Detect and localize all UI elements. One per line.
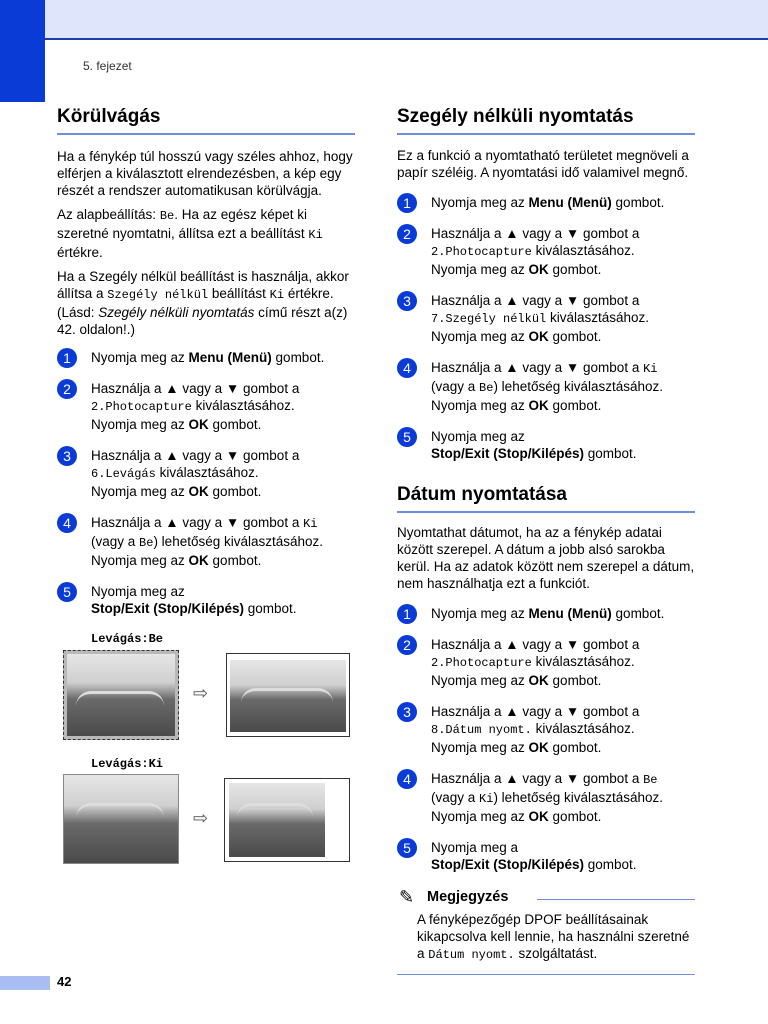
- step-number: 2: [397, 635, 417, 655]
- arrow-right-icon: ⇨: [193, 808, 209, 828]
- section-title-borderless: Szegély nélküli nyomtatás: [397, 106, 695, 135]
- date-intro: Nyomtathat dátumot, ha az a fénykép adatai között szerepel. A dátum a jobb alsó sarokba kerül. Ha az adatok között nem szerepel a dátum, nem használhatja ezt a funkciót.: [397, 525, 695, 591]
- step-number: 3: [397, 702, 417, 722]
- crop-step-2: 2 Használja a ▲ vagy a ▼ gombot a 2.Photocapture kiválasztásához. Nyomja meg az OK gombot.: [57, 380, 355, 433]
- cropping-para2: Az alapbeállítás: Be. Ha az egész képet ki szeretné nyomtatni, állítsa ezt a beállítást Ki értékre.: [57, 207, 323, 260]
- cropping-para1: Ha a fénykép túl hosszú vagy széles ahhoz, hogy elférjen a kiválasztott elrendezésben, a kép egy részét a rendszer automatikusan körülvágja.: [57, 149, 353, 198]
- step-number: 3: [57, 446, 77, 466]
- section-title-date: Dátum nyomtatása: [397, 484, 695, 513]
- step-number: 5: [57, 582, 77, 602]
- step-number: 4: [397, 358, 417, 378]
- photo-original-on: [63, 650, 179, 740]
- date-step-4: 4 Használja a ▲ vagy a ▼ gombot a Be (vagy a Ki) lehetőség kiválasztásához. Nyomja meg az OK gombot.: [397, 770, 695, 825]
- page-number-tab: [0, 976, 50, 990]
- borderless-intro: Ez a funkció a nyomtatható területet megnöveli a papír széléig. A nyomtatási idő valamivel megnő.: [397, 148, 689, 180]
- borderless-step-5: 5 Nyomja meg az Stop/Exit (Stop/Kilépés) gombot.: [397, 428, 695, 462]
- photo-result-off: [224, 778, 350, 862]
- note-pencil-icon: ✎: [399, 887, 415, 907]
- step-number: 4: [397, 769, 417, 789]
- borderless-step-4: 4 Használja a ▲ vagy a ▼ gombot a Ki (vagy a Be) lehetőség kiválasztásához. Nyomja meg az OK gombot.: [397, 359, 695, 414]
- note-title: Megjegyzés: [427, 889, 509, 905]
- step-number: 5: [397, 427, 417, 447]
- step-number: 1: [397, 193, 417, 213]
- page-number: 42: [57, 974, 72, 989]
- left-column: [57, 106, 355, 617]
- borderless-step-3: 3 Használja a ▲ vagy a ▼ gombot a 7.Szegély nélkül kiválasztásához. Nyomja meg az OK gombot.: [397, 292, 695, 345]
- photo-original-off: [63, 774, 179, 864]
- step-number: 4: [57, 513, 77, 533]
- step-number: 2: [57, 379, 77, 399]
- caption-crop-on: Levágás:Be: [91, 632, 164, 646]
- right-column: [397, 106, 695, 975]
- borderless-step-2: 2 Használja a ▲ vagy a ▼ gombot a 2.Photocapture kiválasztásához. Nyomja meg az OK gombot.: [397, 225, 695, 278]
- date-step-1: 1 Nyomja meg az Menu (Menü) gombot.: [397, 605, 695, 622]
- date-step-2: 2 Használja a ▲ vagy a ▼ gombot a 2.Photocapture kiválasztásához. Nyomja meg az OK gombot.: [397, 636, 695, 689]
- chapter-label: 5. fejezet: [83, 59, 132, 73]
- date-step-5: 5 Nyomja meg a Stop/Exit (Stop/Kilépés) gombot.: [397, 839, 695, 873]
- photo-result-on: [226, 653, 350, 737]
- step-number: 1: [57, 348, 77, 368]
- caption-crop-off: Levágás:Ki: [91, 757, 164, 771]
- crop-step-5: 5 Nyomja meg az Stop/Exit (Stop/Kilépés) gombot.: [57, 583, 355, 617]
- crop-step-3: 3 Használja a ▲ vagy a ▼ gombot a 6.Levágás kiválasztásához. Nyomja meg az OK gombot.: [57, 447, 355, 500]
- step-number: 1: [397, 604, 417, 624]
- step-number: 3: [397, 291, 417, 311]
- note-text: A fényképezőgép DPOF beállításainak kikapcsolva kell lennie, ha használni szeretné a Dátum nyomt. szolgáltatást.: [397, 911, 695, 975]
- borderless-step-1: 1 Nyomja meg az Menu (Menü) gombot.: [397, 194, 695, 211]
- step-number: 5: [397, 838, 417, 858]
- arrow-right-icon: ⇨: [193, 683, 209, 703]
- crop-step-4: 4 Használja a ▲ vagy a ▼ gombot a Ki (vagy a Be) lehetőség kiválasztásához. Nyomja meg az OK gombot.: [57, 514, 355, 569]
- step-number: 2: [397, 224, 417, 244]
- date-step-3: 3 Használja a ▲ vagy a ▼ gombot a 8.Dátum nyomt. kiválasztásához. Nyomja meg az OK gombot.: [397, 703, 695, 756]
- cropping-para3: Ha a Szegély nélkül beállítást is használja, akkor állítsa a Szegély nélkül beállítást Ki értékre. (Lásd: Szegély nélküli nyomtatás című részt a(z) 42. oldalon!.): [57, 269, 349, 337]
- section-title-cropping: Körülvágás: [57, 106, 355, 135]
- chapter-tab: [0, 0, 45, 102]
- note-header: [397, 887, 695, 909]
- top-band: [0, 0, 768, 40]
- crop-step-1: 1 Nyomja meg az Menu (Menü) gombot.: [57, 349, 355, 366]
